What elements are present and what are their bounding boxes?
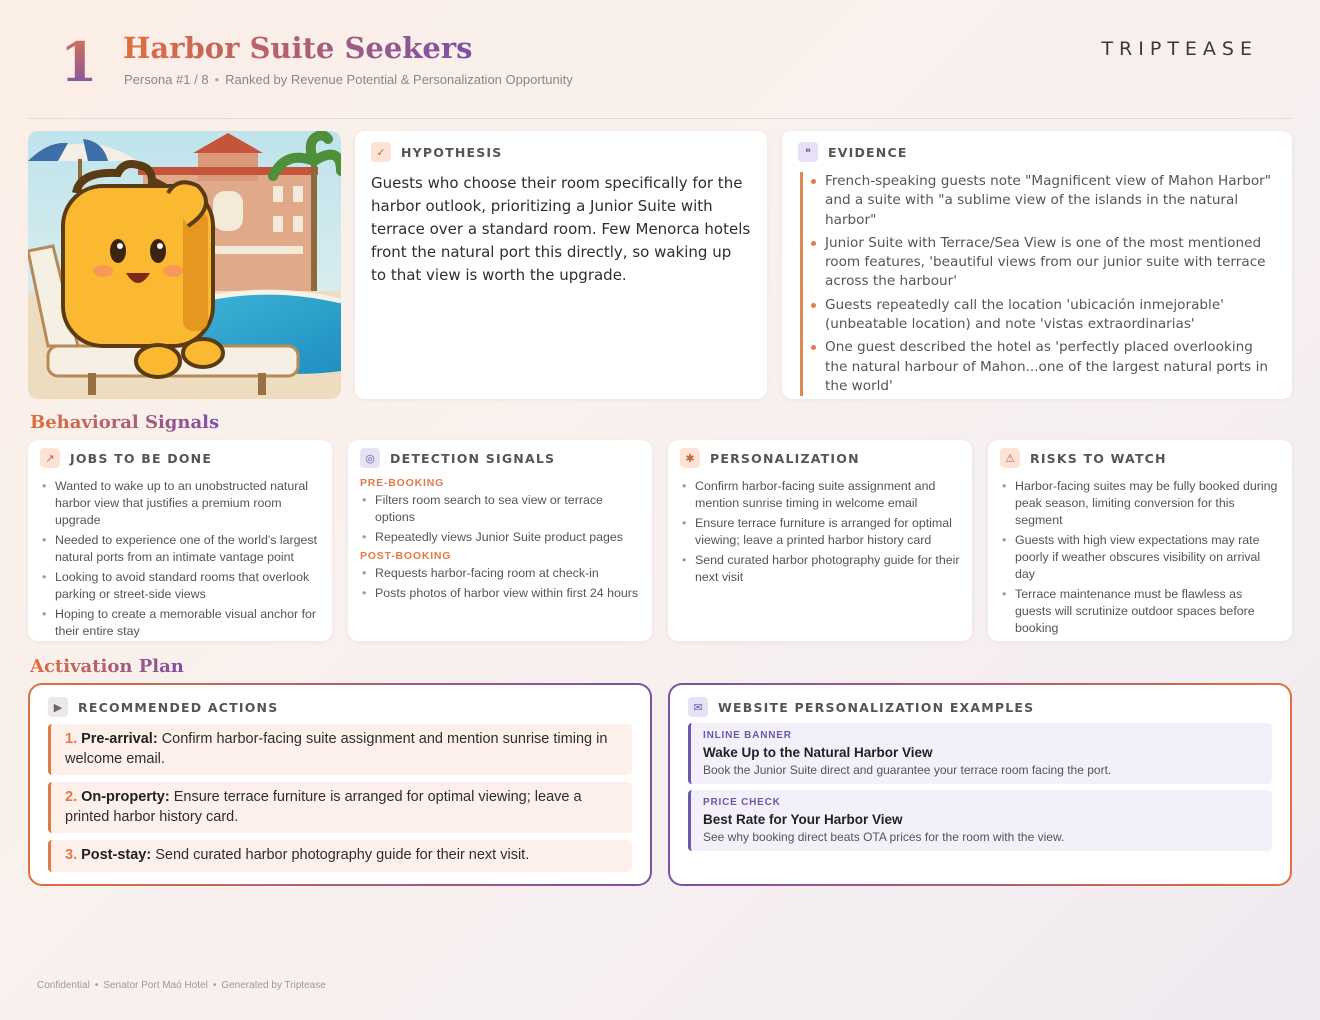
personalization-list bbox=[680, 478, 960, 586]
step-number: 3. bbox=[65, 847, 78, 863]
step-text: Ensure terrace furniture is arranged for optimal viewing; leave a printed harbor history card. bbox=[65, 789, 582, 825]
hypothesis-text: Guests who choose their room specifically for the harbor outlook, prioritizing a Junior Suite with terrace over a standard room. Few Menorca hotels front the natural port this directly, so waking up to that view is worth the upgrade. bbox=[371, 174, 751, 284]
evidence-item: One guest described the hotel as 'perfectly placed overlooking the natural harbour of Mahon...one of the largest natural ports in the world' bbox=[825, 338, 1276, 396]
footer bbox=[37, 980, 326, 991]
risks-label: RISKS TO WATCH bbox=[1030, 450, 1167, 466]
persona-rank: Persona #1 / 8 bbox=[124, 72, 209, 87]
activation-plan-title: Activation Plan bbox=[30, 656, 184, 677]
jobs-card bbox=[28, 440, 332, 641]
arrow-up-right-icon: ↗ bbox=[40, 448, 60, 468]
footer-generated: Generated by Triptease bbox=[221, 980, 326, 991]
action-step bbox=[48, 724, 632, 775]
step-number: 1. bbox=[65, 731, 78, 747]
list-item: • Terrace maintenance must be flawless as guests will scrutinize outdoor spaces before booking bbox=[1000, 586, 1280, 637]
list-item: • Requests harbor-facing room at check-in bbox=[360, 565, 640, 582]
post-booking-label: POST-BOOKING bbox=[360, 550, 452, 562]
step-phase: Post-stay: bbox=[81, 847, 152, 863]
list-item: • Posts photos of harbor view within first 24 hours bbox=[360, 585, 640, 602]
evidence-card bbox=[782, 131, 1292, 399]
evidence-list bbox=[800, 172, 1276, 396]
hypothesis-card bbox=[355, 131, 767, 399]
website-personalization-body bbox=[670, 685, 1290, 884]
jobs-header bbox=[40, 448, 320, 468]
step-phase: Pre-arrival: bbox=[81, 731, 158, 747]
personalization-header bbox=[680, 448, 960, 468]
list-item: • Wanted to wake up to an unobstructed natural harbor view that justifies a premium room upgrade bbox=[40, 478, 320, 529]
actions-label: RECOMMENDED ACTIONS bbox=[78, 699, 279, 715]
risks-card bbox=[988, 440, 1292, 641]
evidence-item: Junior Suite with Terrace/Sea View is one of the most mentioned room features, 'beautiful views from our junior suite with terrace across the harbour' bbox=[825, 234, 1276, 292]
list-item: • Filters room search to sea view or terrace options bbox=[360, 492, 640, 526]
mail-icon: ✉ bbox=[688, 697, 708, 717]
list-item: • Send curated harbor photography guide for their next visit bbox=[680, 552, 960, 586]
actions-header bbox=[48, 697, 632, 717]
evidence-item: French-speaking guests note "Magnificent view of Mahon Harbor" and a suite with "a sublime view of the islands in the natural harbor" bbox=[825, 172, 1276, 230]
sparkle-icon: ✱ bbox=[680, 448, 700, 468]
jobs-label: JOBS TO BE DONE bbox=[70, 450, 213, 466]
subtitle-separator: • bbox=[214, 72, 220, 87]
footer-hotel: Senator Port Maó Hotel bbox=[103, 980, 208, 991]
ranking-description: Ranked by Revenue Potential & Personalization Opportunity bbox=[225, 72, 573, 87]
recommended-actions-card bbox=[28, 683, 652, 886]
behavioral-signals-title: Behavioral Signals bbox=[30, 412, 220, 433]
list-item: • Guests with high view expectations may rate poorly if weather obscures visibility on arrival day bbox=[1000, 532, 1280, 583]
quote-icon: ❝ bbox=[798, 142, 818, 162]
list-item: • Harbor-facing suites may be fully booked during peak season, limiting conversion for this segment bbox=[1000, 478, 1280, 529]
footer-confidential: Confidential bbox=[37, 980, 90, 991]
warning-icon: ⚠ bbox=[1000, 448, 1020, 468]
hypothesis-header bbox=[371, 142, 751, 162]
target-icon: ◎ bbox=[360, 448, 380, 468]
subtitle bbox=[124, 71, 573, 89]
evidence-header bbox=[798, 142, 1276, 162]
pre-booking-label: PRE-BOOKING bbox=[360, 477, 445, 489]
step-text: Send curated harbor photography guide for their next visit. bbox=[151, 847, 530, 863]
step-number: 2. bbox=[65, 789, 78, 805]
risks-header bbox=[1000, 448, 1280, 468]
list-item: • Looking to avoid standard rooms that overlook parking or street-side views bbox=[40, 569, 320, 603]
page-title: Harbor Suite Seekers bbox=[123, 31, 473, 65]
web-example bbox=[688, 790, 1272, 851]
suitcase-mascot-illustration bbox=[28, 131, 341, 399]
step-phase: On-property: bbox=[81, 789, 170, 805]
recommended-actions-body bbox=[30, 685, 650, 884]
brand-logo: TRIPTEASE bbox=[1101, 38, 1258, 60]
jobs-list bbox=[40, 478, 320, 640]
detection-header bbox=[360, 448, 640, 468]
list-item: • Repeatedly views Junior Suite product pages bbox=[360, 529, 640, 546]
footer-separator: • bbox=[212, 980, 217, 991]
example-headline: Best Rate for Your Harbor View bbox=[703, 812, 903, 827]
list-item: • Hoping to create a memorable visual anchor for their entire stay bbox=[40, 606, 320, 640]
risks-list bbox=[1000, 478, 1280, 637]
website-personalization-card bbox=[668, 683, 1292, 886]
hypothesis-label: HYPOTHESIS bbox=[401, 144, 503, 160]
evidence-item: Guests repeatedly call the location 'ubicación inmejorable' (unbeatable location) and note 'vistas extraordinarias' bbox=[825, 296, 1276, 335]
action-step bbox=[48, 782, 632, 833]
check-icon: ✓ bbox=[371, 142, 391, 162]
pre-booking-list bbox=[360, 492, 640, 546]
example-body: See why booking direct beats OTA prices for the room with the view. bbox=[703, 830, 1065, 844]
hero-illustration bbox=[28, 131, 341, 399]
web-example bbox=[688, 723, 1272, 784]
post-booking-list bbox=[360, 565, 640, 602]
list-item: • Confirm harbor-facing suite assignment and mention sunrise timing in welcome email bbox=[680, 478, 960, 512]
footer-separator: • bbox=[94, 980, 99, 991]
example-tag: PRICE CHECK bbox=[703, 797, 781, 808]
evidence-label: EVIDENCE bbox=[828, 144, 908, 160]
web-header bbox=[688, 697, 1272, 717]
list-item: • Needed to experience one of the world's largest natural ports from an intimate vantage point bbox=[40, 532, 320, 566]
web-label: WEBSITE PERSONALIZATION EXAMPLES bbox=[718, 699, 1035, 715]
header-divider bbox=[28, 118, 1292, 119]
detection-card bbox=[348, 440, 652, 641]
personalization-label: PERSONALIZATION bbox=[710, 450, 860, 466]
personalization-card bbox=[668, 440, 972, 641]
action-step bbox=[48, 840, 632, 872]
example-tag: INLINE BANNER bbox=[703, 730, 792, 741]
example-body: Book the Junior Suite direct and guarantee your terrace room facing the port. bbox=[703, 763, 1112, 777]
persona-number: 1 bbox=[60, 30, 98, 94]
detection-label: DETECTION SIGNALS bbox=[390, 450, 556, 466]
play-icon: ▶ bbox=[48, 697, 68, 717]
list-item: • Ensure terrace furniture is arranged for optimal viewing; leave a printed harbor history card bbox=[680, 515, 960, 549]
example-headline: Wake Up to the Natural Harbor View bbox=[703, 745, 933, 760]
step-text: Confirm harbor-facing suite assignment and mention sunrise timing in welcome email. bbox=[65, 731, 608, 767]
